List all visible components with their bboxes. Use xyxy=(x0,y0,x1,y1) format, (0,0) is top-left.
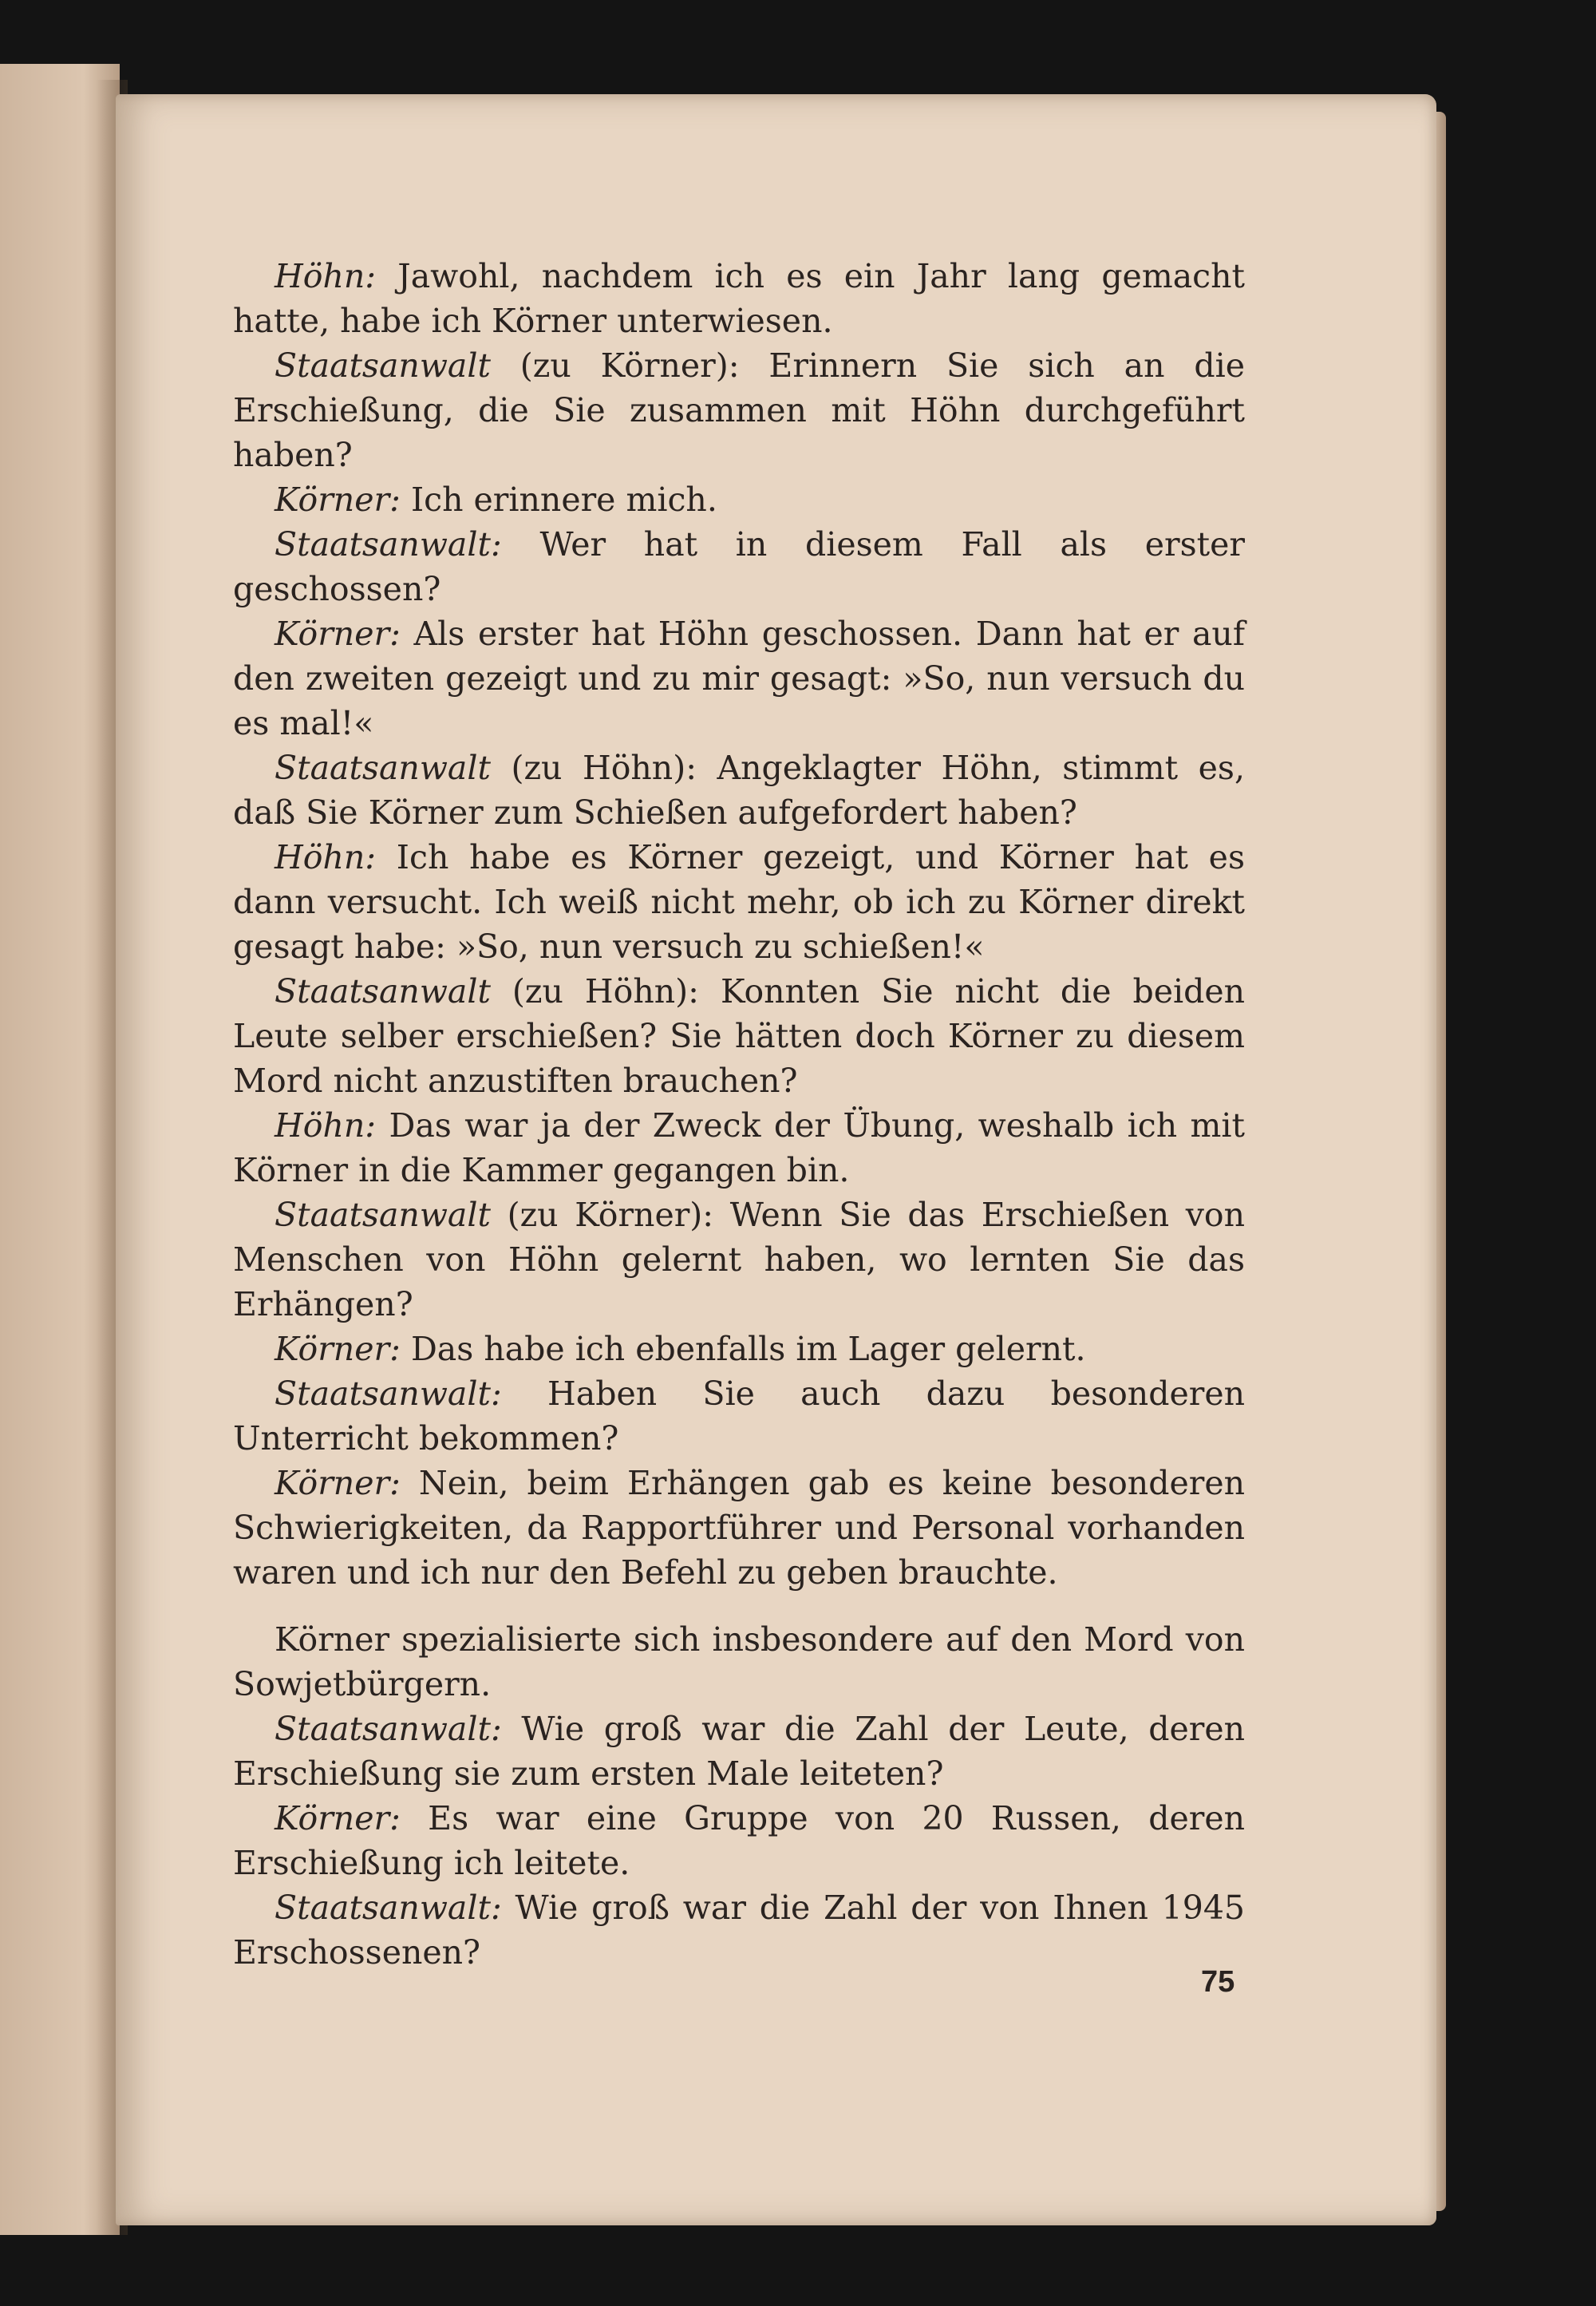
speaker-label: Staatsanwalt: xyxy=(275,1375,502,1413)
paragraph-text: Ich erinnere mich. xyxy=(400,481,717,519)
speaker-label: Staatsanwalt xyxy=(275,749,491,787)
paragraph-text: (zu Höhn): Konnten Sie nicht die beiden Leute selber erschießen? Sie hätten doch Körner zu diesem Mord nicht anzustiften brauchen? xyxy=(233,972,1245,1100)
page-number: 75 xyxy=(1201,1965,1235,1999)
speaker-label: Körner: xyxy=(275,615,401,653)
paragraph xyxy=(233,522,1245,611)
paragraph-text: Als erster hat Höhn geschossen. Dann hat er auf den zweiten gezeigt und zu mir gesagt: »So, nun versuch du es mal!« xyxy=(233,615,1245,742)
speaker-label: Staatsanwalt: xyxy=(275,1889,502,1927)
paragraph-text: Körner spezialisierte sich insbesondere auf den Mord von Sowjetbürgern. xyxy=(233,1620,1245,1703)
body-text xyxy=(233,254,1245,1975)
paragraph xyxy=(233,1461,1245,1595)
paragraph xyxy=(233,343,1245,477)
speaker-label: Staatsanwalt xyxy=(275,972,491,1011)
paragraph-text: Jawohl, nachdem ich es ein Jahr lang gemacht hatte, habe ich Körner unterwiesen. xyxy=(233,257,1245,340)
narrative-paragraph xyxy=(233,1617,1245,1707)
paragraph-text: Das war ja der Zweck der Übung, weshalb ich mit Körner in die Kammer gegangen bin. xyxy=(233,1106,1245,1189)
paragraph xyxy=(233,1327,1245,1371)
speaker-label: Staatsanwalt xyxy=(275,1196,491,1234)
paragraph-text: (zu Höhn): Angeklagter Höhn, stimmt es, daß Sie Körner zum Schießen aufgefordert haben? xyxy=(233,749,1245,832)
paragraph xyxy=(233,1885,1245,1975)
paragraph xyxy=(233,1193,1245,1327)
paragraph-text: Wer hat in diesem Fall als erster geschossen? xyxy=(233,525,1245,608)
paragraph-text: Wie groß war die Zahl der von Ihnen 1945 Erschossenen? xyxy=(233,1889,1245,1972)
paragraph xyxy=(233,1103,1245,1193)
speaker-label: Staatsanwalt xyxy=(275,346,491,385)
paragraph-text: (zu Körner): Wenn Sie das Erschießen von Menschen von Höhn gelernt haben, wo lernten Sie das Erhängen? xyxy=(233,1196,1245,1323)
speaker-label: Höhn: xyxy=(275,1106,377,1145)
paragraph-text: Nein, beim Erhängen gab es keine besonderen Schwierigkeiten, da Rapportführer und Personal vorhanden waren und ich nur den Befehl zu geben brauchte. xyxy=(233,1464,1245,1592)
paragraph xyxy=(233,477,1245,522)
speaker-label: Höhn: xyxy=(275,257,377,295)
speaker-label: Körner: xyxy=(275,481,401,519)
speaker-label: Staatsanwalt: xyxy=(275,1710,502,1748)
paragraph-text: (zu Körner): Erinnern Sie sich an die Erschießung, die Sie zusammen mit Höhn durchgeführt haben? xyxy=(233,346,1245,474)
speaker-label: Körner: xyxy=(275,1799,401,1837)
paragraph-text: Haben Sie auch dazu besonderen Unterricht bekommen? xyxy=(233,1375,1245,1458)
paragraph xyxy=(233,746,1245,835)
speaker-label: Höhn: xyxy=(275,838,377,876)
speaker-label: Staatsanwalt: xyxy=(275,525,502,564)
paragraph xyxy=(233,611,1245,746)
speaker-label: Körner: xyxy=(275,1464,401,1502)
paragraph-text: Das habe ich ebenfalls im Lager gelernt. xyxy=(400,1330,1086,1368)
paragraph xyxy=(233,1796,1245,1885)
paragraph xyxy=(233,1707,1245,1796)
paragraph-text: Wie groß war die Zahl der Leute, deren Erschießung sie zum ersten Male leiteten? xyxy=(233,1710,1245,1793)
paragraph-text: Es war eine Gruppe von 20 Russen, deren Erschießung ich leitete. xyxy=(233,1799,1245,1882)
paragraph xyxy=(233,835,1245,969)
paragraph-text: Ich habe es Körner gezeigt, und Körner hat es dann versucht. Ich weiß nicht mehr, ob ich zu Körner direkt gesagt habe: »So, nun versuch zu schießen!« xyxy=(233,838,1245,966)
speaker-label: Körner: xyxy=(275,1330,401,1368)
paragraph xyxy=(233,969,1245,1103)
paragraph xyxy=(233,1371,1245,1461)
paragraph xyxy=(233,254,1245,343)
